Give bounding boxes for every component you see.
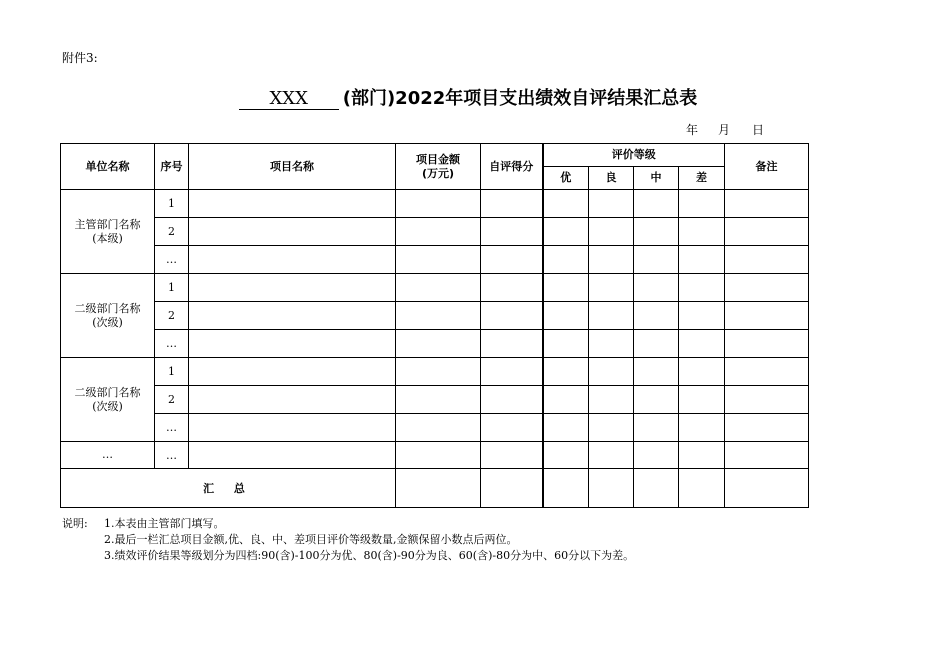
project-cell[interactable] (189, 442, 396, 469)
grade-poor-cell[interactable] (679, 386, 725, 414)
grade-poor-cell[interactable] (679, 358, 725, 386)
score-cell[interactable] (481, 442, 543, 469)
header-grade: 评价等级 (543, 144, 725, 167)
attachment-label: 附件3: (62, 51, 98, 65)
total-label: 汇 总 (61, 469, 396, 508)
remark-cell[interactable] (725, 274, 809, 302)
table-row (61, 190, 809, 218)
grade-good-cell[interactable] (589, 302, 634, 330)
grade-fair-cell[interactable] (634, 414, 679, 442)
summary-table (60, 143, 809, 508)
project-cell[interactable] (189, 190, 396, 218)
remark-cell[interactable] (725, 358, 809, 386)
unit-cell (61, 358, 155, 442)
amount-cell[interactable] (396, 414, 481, 442)
score-cell[interactable] (481, 386, 543, 414)
project-cell[interactable] (189, 386, 396, 414)
table-row (61, 302, 809, 330)
date-year: 年 (686, 123, 699, 137)
amount-cell[interactable] (396, 246, 481, 274)
grade-poor-cell[interactable] (679, 414, 725, 442)
grade-excellent-cell[interactable] (543, 386, 589, 414)
amount-cell[interactable] (396, 274, 481, 302)
grade-fair-cell[interactable] (634, 190, 679, 218)
date-month: 月 (718, 123, 731, 137)
table-row (61, 386, 809, 414)
grade-excellent-cell[interactable] (543, 414, 589, 442)
grade-excellent-cell[interactable] (543, 330, 589, 358)
seq-cell: … (155, 442, 189, 469)
total-amount-cell[interactable] (396, 469, 481, 508)
total-row (61, 469, 809, 508)
table-row (61, 274, 809, 302)
grade-fair-cell[interactable] (634, 302, 679, 330)
header-remark: 备注 (725, 144, 809, 190)
unit-name: 二级部门名称 (74, 301, 141, 315)
grade-good-cell[interactable] (589, 386, 634, 414)
remark-cell[interactable] (725, 330, 809, 358)
table-row (61, 330, 809, 358)
seq-cell: 2 (155, 386, 189, 414)
amount-cell[interactable] (396, 358, 481, 386)
header-unit: 单位名称 (61, 144, 155, 190)
seq-cell: 2 (155, 302, 189, 330)
seq-cell: … (155, 414, 189, 442)
grade-good-cell[interactable] (589, 246, 634, 274)
grade-fair-cell[interactable] (634, 442, 679, 469)
unit-cell: … (61, 442, 155, 469)
unit-name: 二级部门名称 (74, 385, 141, 399)
amount-cell[interactable] (396, 302, 481, 330)
total-good-cell[interactable] (589, 469, 634, 508)
amount-cell[interactable] (396, 330, 481, 358)
header-amount-line2: (万元) (421, 166, 455, 180)
project-cell[interactable] (189, 274, 396, 302)
header-amount-line1: 项目金额 (416, 152, 460, 166)
seq-cell: 1 (155, 274, 189, 302)
unit-level: (次级) (92, 315, 123, 329)
grade-good-cell[interactable] (589, 414, 634, 442)
header-project: 项目名称 (189, 144, 396, 190)
seq-cell: 1 (155, 358, 189, 386)
table-row (61, 246, 809, 274)
grade-good-cell[interactable] (589, 358, 634, 386)
header-grade-excellent: 优 (543, 167, 589, 190)
score-cell[interactable] (481, 330, 543, 358)
grade-good-cell[interactable] (589, 442, 634, 469)
total-remark-cell[interactable] (725, 469, 809, 508)
grade-excellent-cell[interactable] (543, 358, 589, 386)
grade-fair-cell[interactable] (634, 358, 679, 386)
score-cell[interactable] (481, 218, 543, 246)
header-score: 自评得分 (481, 144, 543, 190)
note-item: 1.本表由主管部门填写。 (104, 517, 225, 530)
project-cell[interactable] (189, 414, 396, 442)
grade-excellent-cell[interactable] (543, 190, 589, 218)
remark-cell[interactable] (725, 442, 809, 469)
grade-excellent-cell[interactable] (543, 274, 589, 302)
grade-excellent-cell[interactable] (543, 442, 589, 469)
total-poor-cell[interactable] (679, 469, 725, 508)
project-cell[interactable] (189, 358, 396, 386)
header-grade-good: 良 (589, 167, 634, 190)
amount-cell[interactable] (396, 386, 481, 414)
grade-excellent-cell[interactable] (543, 218, 589, 246)
header-amount (396, 144, 481, 190)
score-cell[interactable] (481, 302, 543, 330)
header-seq: 序号 (155, 144, 189, 190)
grade-fair-cell[interactable] (634, 330, 679, 358)
unit-cell (61, 190, 155, 274)
amount-cell[interactable] (396, 442, 481, 469)
unit-name: 主管部门名称 (74, 217, 141, 231)
unit-level: (本级) (92, 231, 123, 245)
remark-cell[interactable] (725, 302, 809, 330)
page-title (0, 84, 936, 110)
score-cell[interactable] (481, 414, 543, 442)
dept-placeholder: XXX (239, 89, 339, 110)
total-excellent-cell[interactable] (543, 469, 589, 508)
note-item: 2.最后一栏汇总项目金额,优、良、中、差项目评价等级数量,金额保留小数点后两位。 (104, 533, 518, 546)
remark-cell[interactable] (725, 386, 809, 414)
project-cell[interactable] (189, 302, 396, 330)
project-cell[interactable] (189, 218, 396, 246)
remark-cell[interactable] (725, 414, 809, 442)
header-grade-poor: 差 (679, 167, 725, 190)
grade-good-cell[interactable] (589, 274, 634, 302)
grade-poor-cell[interactable] (679, 330, 725, 358)
grade-fair-cell[interactable] (634, 274, 679, 302)
grade-poor-cell[interactable] (679, 246, 725, 274)
grade-poor-cell[interactable] (679, 302, 725, 330)
total-score-cell[interactable] (481, 469, 543, 508)
table-row (61, 414, 809, 442)
grade-good-cell[interactable] (589, 330, 634, 358)
remark-cell[interactable] (725, 246, 809, 274)
score-cell[interactable] (481, 358, 543, 386)
grade-poor-cell[interactable] (679, 190, 725, 218)
grade-excellent-cell[interactable] (543, 246, 589, 274)
unit-level: (次级) (92, 399, 123, 413)
amount-cell[interactable] (396, 190, 481, 218)
grade-good-cell[interactable] (589, 190, 634, 218)
grade-poor-cell[interactable] (679, 218, 725, 246)
grade-excellent-cell[interactable] (543, 302, 589, 330)
remark-cell[interactable] (725, 190, 809, 218)
title-text: (部门)2022年项目支出绩效自评结果汇总表 (342, 88, 698, 109)
grade-good-cell[interactable] (589, 218, 634, 246)
table-row (61, 218, 809, 246)
seq-cell: 2 (155, 218, 189, 246)
unit-cell (61, 274, 155, 358)
seq-cell: 1 (155, 190, 189, 218)
table-row (61, 442, 809, 469)
date-day: 日 (752, 123, 765, 137)
project-cell[interactable] (189, 246, 396, 274)
remark-cell[interactable] (725, 218, 809, 246)
header-grade-fair: 中 (634, 167, 679, 190)
table-row (61, 358, 809, 386)
grade-poor-cell[interactable] (679, 274, 725, 302)
note-item: 3.绩效评价结果等级划分为四档:90(含)-100分为优、80(含)-90分为良、60(含)-80分为中、60分以下为差。 (104, 549, 635, 562)
grade-fair-cell[interactable] (634, 246, 679, 274)
grade-poor-cell[interactable] (679, 442, 725, 469)
amount-cell[interactable] (396, 218, 481, 246)
total-fair-cell[interactable] (634, 469, 679, 508)
notes-section (62, 516, 634, 564)
score-cell[interactable] (481, 246, 543, 274)
score-cell[interactable] (481, 190, 543, 218)
score-cell[interactable] (481, 274, 543, 302)
seq-cell: … (155, 330, 189, 358)
grade-fair-cell[interactable] (634, 386, 679, 414)
notes-label: 说明: (62, 517, 88, 530)
seq-cell: … (155, 246, 189, 274)
project-cell[interactable] (189, 330, 396, 358)
grade-fair-cell[interactable] (634, 218, 679, 246)
